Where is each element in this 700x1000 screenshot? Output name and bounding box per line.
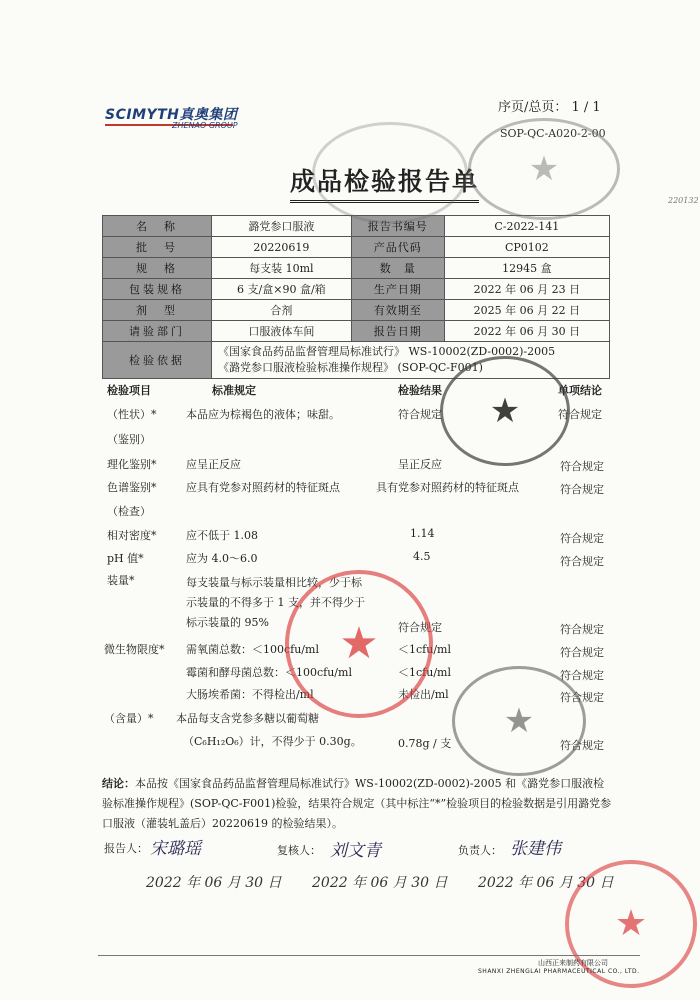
row-physchem-item: 理化鉴别* <box>107 458 157 471</box>
red-company-seal: ★ <box>285 570 433 718</box>
basis-line-2: 《潞党参口服液检验标准操作规程》 (SOP-QC-F001) <box>218 361 483 374</box>
basis-label: 检验依据 <box>103 342 212 379</box>
dept-value: 口服液体车间 <box>212 321 352 342</box>
row-micro-ecoli-conclusion: 符合规定 <box>560 691 604 704</box>
manager-signature: 张建伟 <box>510 839 561 859</box>
manager-date: 2022 年 06 月 30 日 <box>478 875 614 891</box>
row-density-result: 1.14 <box>410 527 435 540</box>
row-assay-standard-2: （C₆H₁₂O₆）计，不得少于 0.30g。 <box>183 735 362 748</box>
name-label: 名 称 <box>103 216 212 237</box>
row-ph-standard: 应为 4.0～6.0 <box>186 552 258 565</box>
reviewer-label: 复核人： <box>277 844 321 857</box>
conclusion-label: 结论： <box>102 777 135 790</box>
col-result-header: 检验结果 <box>398 384 442 397</box>
expiry-value: 2025 年 06 月 22 日 <box>444 300 609 321</box>
prod-date-label: 生产日期 <box>351 279 444 300</box>
company-seal-stamp: ★ <box>468 118 620 220</box>
row-density-conclusion: 符合规定 <box>560 532 604 545</box>
pack-value: 6 支/盒×90 盒/箱 <box>212 279 352 300</box>
red-quality-seal: ★ <box>565 860 697 988</box>
row-ph-item: pH 值* <box>107 552 144 565</box>
batch-label: 批 号 <box>103 237 212 258</box>
report-no-value: C-2022-141 <box>444 216 609 237</box>
reviewer-signature: 刘文青 <box>330 841 381 861</box>
row-micro-item: 微生物限度* <box>104 643 165 656</box>
row-tlc-standard: 应具有党参对照药材的特征斑点 <box>186 481 340 494</box>
row-ph-result: 4.5 <box>413 550 431 563</box>
row-physchem-standard: 应呈正反应 <box>186 458 241 471</box>
row-micro-mold-standard: 霉菌和酵母菌总数：＜100cfu/ml <box>186 666 352 679</box>
margin-note: 220132 <box>668 196 699 205</box>
row-density-item: 相对密度* <box>107 529 157 542</box>
row-volume-standard-2: 示装量的不得多于 1 支，并不得少于 <box>186 596 365 609</box>
qc-stamp-2: ★ <box>452 666 586 776</box>
col-standard-header: 标准规定 <box>212 384 256 397</box>
document-number: SOP-QC-A020-2-00 <box>500 127 606 140</box>
row-volume-standard-1: 每支装量与标示装量相比较，少于标 <box>186 576 362 589</box>
col-item-header: 检验项目 <box>107 384 151 397</box>
qc-stamp-1: ★ <box>440 356 570 466</box>
page-number: 序页/总页： 1 / 1 <box>498 100 601 115</box>
section-inspection: （检查） <box>107 505 151 518</box>
qty-value: 12945 盒 <box>444 258 609 279</box>
logo-subtitle: ZHENAO GROUP <box>172 121 238 130</box>
row-micro-aerobic-conclusion: 符合规定 <box>560 646 604 659</box>
company-logo: SCIMYTH真奥集团 <box>105 107 238 123</box>
form-label: 剂 型 <box>103 300 212 321</box>
prod-date-value: 2022 年 06 月 23 日 <box>444 279 609 300</box>
row-tlc-item: 色谱鉴别* <box>107 481 157 494</box>
report-no-label: 报告书编号 <box>351 216 444 237</box>
row-volume-standard-3: 标示装量的 95% <box>186 616 269 629</box>
row-density-standard: 应不低于 1.08 <box>186 529 258 542</box>
row-micro-mold-conclusion: 符合规定 <box>560 669 604 682</box>
batch-value: 20220619 <box>212 237 352 258</box>
footer-company-en: SHANXI ZHENGLAI PHARMACEUTICAL CO., LTD. <box>478 968 640 975</box>
product-info-table <box>102 215 610 379</box>
row-physchem-result: 呈正反应 <box>398 458 442 471</box>
spec-label: 规 格 <box>103 258 212 279</box>
report-date-value: 2022 年 06 月 30 日 <box>444 321 609 342</box>
spec-value: 每支装 10ml <box>212 258 352 279</box>
product-code-label: 产品代码 <box>351 237 444 258</box>
row-assay-standard-1: 本品每支含党参多糖以葡萄糖 <box>176 712 319 725</box>
col-conclusion-header: 单项结论 <box>558 384 602 397</box>
row-assay-item: （含量）* <box>104 712 154 725</box>
dept-label: 请验部门 <box>103 321 212 342</box>
row-tlc-conclusion: 符合规定 <box>560 483 604 496</box>
name-value: 潞党参口服液 <box>212 216 352 237</box>
row-micro-aerobic-standard: 需氧菌总数：＜100cfu/ml <box>186 643 319 656</box>
row-appearance-standard: 本品应为棕褐色的液体；味甜。 <box>186 408 340 421</box>
manager-label: 负责人： <box>458 844 502 857</box>
row-volume-conclusion: 符合规定 <box>560 623 604 636</box>
row-micro-mold-result: ＜1cfu/ml <box>398 666 451 679</box>
report-date-label: 报告日期 <box>351 321 444 342</box>
footer-company-cn: 山西正来制药有限公司 <box>538 959 608 967</box>
expiry-label: 有效期至 <box>351 300 444 321</box>
row-assay-result: 0.78g / 支 <box>398 737 452 750</box>
product-code-value: CP0102 <box>444 237 609 258</box>
reviewer-date: 2022 年 06 月 30 日 <box>312 875 448 891</box>
faded-seal-stamp <box>312 122 468 224</box>
form-value: 合剂 <box>212 300 352 321</box>
row-appearance-result: 符合规定 <box>398 408 442 421</box>
row-volume-item: 装量* <box>107 574 135 587</box>
row-appearance-conclusion: 符合规定 <box>558 408 602 421</box>
reporter-label: 报告人： <box>104 842 148 855</box>
row-volume-result: 符合规定 <box>398 621 442 634</box>
row-appearance-item: （性状）* <box>107 408 157 421</box>
conclusion-paragraph <box>102 774 612 834</box>
row-ph-conclusion: 符合规定 <box>560 555 604 568</box>
row-micro-ecoli-standard: 大肠埃希菌：不得检出/ml <box>186 688 314 701</box>
reporter-date: 2022 年 06 月 30 日 <box>146 875 282 891</box>
reporter-signature: 宋璐瑶 <box>150 839 201 859</box>
conclusion-text: 本品按《国家食品药品监督管理局标准试行》WS-10002(ZD-0002)-2005 和《潞党参口服液检验标准操作规程》(SOP-QC-F001)检验，结果符合规定（其中标注“*”检验项目的检验数据是引用潞党参口服液（灌装轧盖后）20220619 的检验结果）。 <box>102 777 612 830</box>
page-title: 成品检验报告单 <box>290 162 479 203</box>
qty-label: 数 量 <box>351 258 444 279</box>
footer-divider <box>98 955 640 956</box>
basis-line-1: 《国家食品药品监督管理局标准试行》 WS-10002(ZD-0002)-2005 <box>218 345 556 358</box>
row-tlc-result: 具有党参对照药材的特征斑点 <box>376 481 519 494</box>
row-micro-aerobic-result: ＜1cfu/ml <box>398 643 451 656</box>
row-micro-ecoli-result: 未检出/ml <box>398 688 449 701</box>
pack-label: 包装规格 <box>103 279 212 300</box>
row-assay-conclusion: 符合规定 <box>560 739 604 752</box>
section-identification: （鉴别） <box>107 433 151 446</box>
row-physchem-conclusion: 符合规定 <box>560 460 604 473</box>
